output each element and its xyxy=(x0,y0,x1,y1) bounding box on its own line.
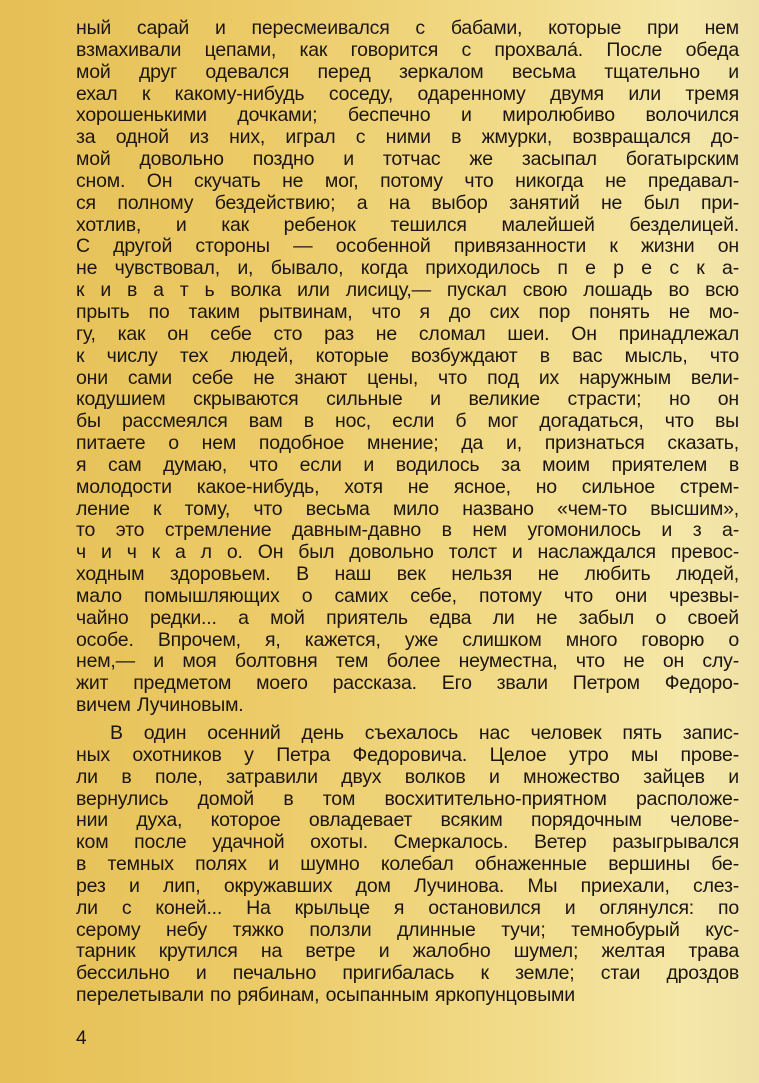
book-page-text xyxy=(76,18,739,1007)
text-line: С другой стороны — особенной привязанности к жизни он xyxy=(76,235,739,258)
text-line: кодушием скрываются сильные и великие страсти; но он xyxy=(76,388,739,411)
text-line: ся полному бездействию; а на выбор занятий не был при- xyxy=(76,191,739,214)
text-line: за одной из них, играл с ними в жмурки, возвращался до- xyxy=(76,126,739,149)
text-line: вичем Лучиновым. xyxy=(76,694,244,717)
text-line: тарник крутился на ветре и жалобно шумел; желтая трава xyxy=(76,940,739,963)
text-line: ком после удачной охоты. Смеркалось. Ветер разыгрывался xyxy=(76,831,739,854)
text-line: прыть по таким рытвинам, что я до сих пор понять не мо- xyxy=(76,300,739,323)
text-line: сном. Он скучать не мог, потому что никогда не предавал- xyxy=(76,169,739,192)
text-line: ный сарай и пересмеивался с бабами, которые при нем xyxy=(76,17,739,39)
text-line: ных охотников у Петра Федоровича. Целое утро мы прове- xyxy=(76,743,739,766)
text-line: то это стремление давным-давно в нем угомонилось и з а- xyxy=(76,519,739,542)
text-line: вернулись домой в том восхитительно-приятном расположе- xyxy=(76,787,739,810)
text-line: мало помышляющих о самих себе, потому что они чрезвы- xyxy=(76,584,739,607)
text-line: в темных полях и шумно колебал обнаженные вершины бе- xyxy=(76,853,739,876)
text-line: перелетывали по рябинам, осыпанным яркопунцовыми xyxy=(76,984,575,1007)
text-line: молодости какое-нибудь, хотя не ясное, но сильное стрем- xyxy=(76,475,739,498)
text-line: гу, как он себе сто раз не сломал шеи. Он принадлежал xyxy=(76,322,739,345)
text-line: нем,— и моя болтовня тем более неуместна, что не он слу- xyxy=(76,650,739,673)
paragraph xyxy=(76,723,739,1007)
text-line: ехал к какому-нибудь соседу, одаренному двумя или тремя xyxy=(76,82,739,105)
text-line: хорошенькими дочками; беспечно и миролюбиво волочился xyxy=(76,104,739,127)
text-line: особе. Впрочем, я, кажется, уже слишком много говорю о xyxy=(76,628,739,651)
text-line: ли с коней... На крыльце я остановился и оглянулся: по xyxy=(76,896,739,919)
text-line: я сам думаю, что если и водилось за моим приятелем в xyxy=(76,453,739,476)
text-line: хотлив, и как ребенок тешился малейшей безделицей. xyxy=(76,213,739,236)
text-line: жит предметом моего рассказа. Его звали Петром Федоро- xyxy=(76,672,739,695)
text-line: рез и лип, окружавших дом Лучинова. Мы приехали, слез- xyxy=(76,874,739,897)
text-line: ч и ч к а л о. Он был довольно толст и наслаждался превос- xyxy=(76,541,739,564)
text-line: бы рассмеялся вам в нос, если б мог догадаться, что вы xyxy=(76,410,739,433)
text-line: не чувствовал, и, бывало, когда приходилось п е р е с к а- xyxy=(76,257,739,280)
text-line: ление к тому, что весьма мило названо «чем-то высшим», xyxy=(76,497,739,520)
text-line: взмахивали цепами, как говорится с прохвалá. После обеда xyxy=(76,38,739,61)
text-line: мой довольно поздно и тотчас же засыпал богатырским xyxy=(76,148,739,171)
page-number: 4 xyxy=(76,1028,87,1049)
text-line: серому небу тяжко ползли длинные тучи; темнобурый кус- xyxy=(76,918,739,941)
text-line: они сами себе не знают цены, что под их наружным вели- xyxy=(76,366,739,389)
text-line: ходным здоровьем. В наш век нельзя не любить людей, xyxy=(76,563,739,586)
paragraph xyxy=(76,18,739,717)
text-line: питаете о нем подобное мнение; да и, признаться сказать, xyxy=(76,432,739,455)
text-line: к числу тех людей, которые возбуждают в вас мысль, что xyxy=(76,344,739,367)
text-line: В один осенний день съехалось нас человек пять запис- xyxy=(110,722,739,744)
text-line: мой друг одевался перед зеркалом весьма тщательно и xyxy=(76,60,739,83)
text-line: бессильно и печально пригибалась к земле; стаи дроздов xyxy=(76,962,739,985)
text-line: нии духа, которое овладевает всяким порядочным челове- xyxy=(76,809,739,832)
text-line: ли в поле, затравили двух волков и множество зайцев и xyxy=(76,765,739,788)
text-line: к и в а т ь волка или лисицу,— пускал свою лошадь во всю xyxy=(76,279,739,302)
text-line: чайно редки... а мой приятель едва ли не забыл о своей xyxy=(76,606,739,629)
